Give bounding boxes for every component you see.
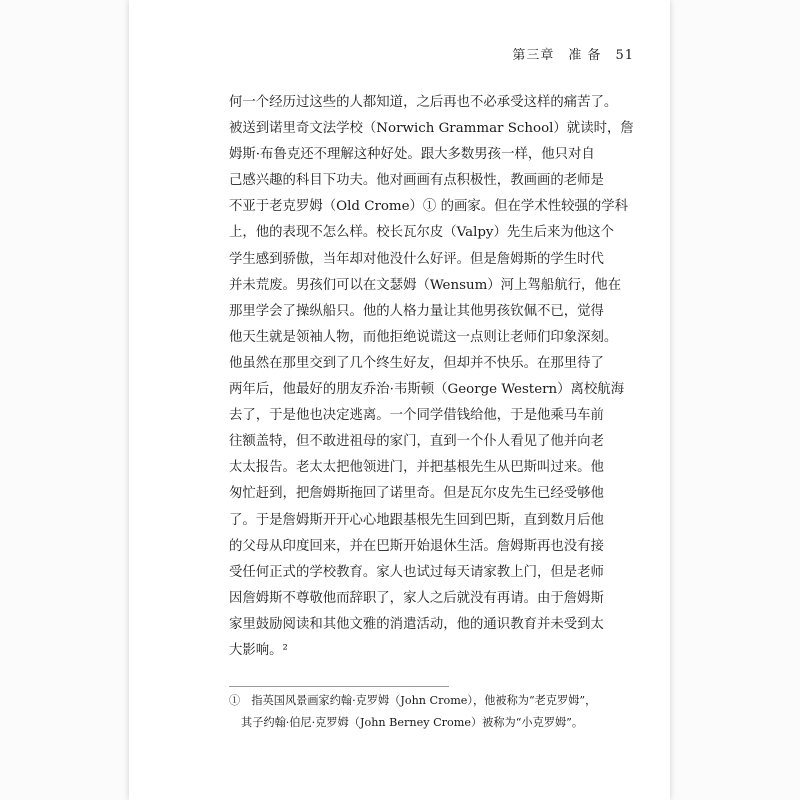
footnote-line: 其子约翰·伯尼·克罗姆（John Berney Crome）被称为“小克罗姆”。: [241, 716, 584, 729]
text-line: 不亚于老克罗姆（Old Crome）① 的画家。但在学术性较强的学科: [229, 199, 629, 215]
text-line: 了。于是詹姆斯开开心心地跟基根先生回到巴斯，直到数月后他: [229, 512, 604, 528]
running-head: 第三章 准 备 51: [512, 48, 634, 63]
text-line: 受任何正式的学校教育。家人也试过每天请家教上门，但是老师: [229, 564, 604, 580]
text-line: 他天生就是领袖人物，而他拒绝说谎这一点则让老师们印象深刻。: [229, 329, 618, 345]
book-page: [129, 0, 670, 800]
text-line: 学生感到骄傲，当年却对他没什么好评。但是詹姆斯的学生时代: [229, 251, 604, 267]
text-line: 太太报告。老太太把他领进门，并把基根先生从巴斯叫过来。他: [229, 460, 604, 476]
text-line: 并未荒废。男孩们可以在文瑟姆（Wensum）河上驾船航行，他在: [229, 277, 622, 293]
text-line: 两年后，他最好的朋友乔治·韦斯顿（George Western）离校航海: [229, 382, 625, 398]
text-line: 上，他的表现不怎么样。校长瓦尔皮（Valpy）先生后来为他这个: [229, 225, 614, 241]
text-line: 大影响。²: [229, 642, 288, 658]
footnote-line: ① 指英国风景画家约翰·克罗姆（John Crome），他被称为“老克罗姆”，: [229, 694, 597, 707]
text-line: 他虽然在那里交到了几个终生好友，但却并不快乐。在那里待了: [229, 355, 604, 371]
text-line: 被送到诺里奇文法学校（Norwich Grammar School）就读时，詹: [229, 121, 634, 137]
text-line: 家里鼓励阅读和其他文雅的消遣活动，他的通识教育并未受到太: [229, 616, 604, 632]
text-line: 的父母从印度回来，并在巴斯开始退休生活。詹姆斯再也没有接: [229, 538, 604, 554]
text-line: 匆忙赶到，把詹姆斯拖回了诺里奇。但是瓦尔皮先生已经受够他: [229, 486, 604, 502]
text-line: 往额盖特，但不敢进祖母的家门，直到一个仆人看见了他并向老: [229, 434, 604, 450]
body-text: [229, 90, 659, 664]
footnote-divider: [229, 686, 449, 687]
text-line: 去了，于是他也决定逃离。一个同学借钱给他，于是他乘马车前: [229, 408, 604, 424]
text-line: 姆斯·布鲁克还不理解这种好处。跟大多数男孩一样，他只对自: [229, 147, 595, 163]
text-line: 己感兴趣的科目下功夫。他对画画有点积极性，教画画的老师是: [229, 173, 604, 189]
text-line: 因詹姆斯不尊敬他而辞职了，家人之后就没有再请。由于詹姆斯: [229, 590, 604, 606]
text-line: 何一个经历过这些的人都知道，之后再也不必承受这样的痛苦了。: [229, 95, 618, 110]
text-line: 那里学会了操纵船只。他的人格力量让其他男孩钦佩不已，觉得: [229, 303, 604, 319]
footnotes: [229, 690, 659, 734]
